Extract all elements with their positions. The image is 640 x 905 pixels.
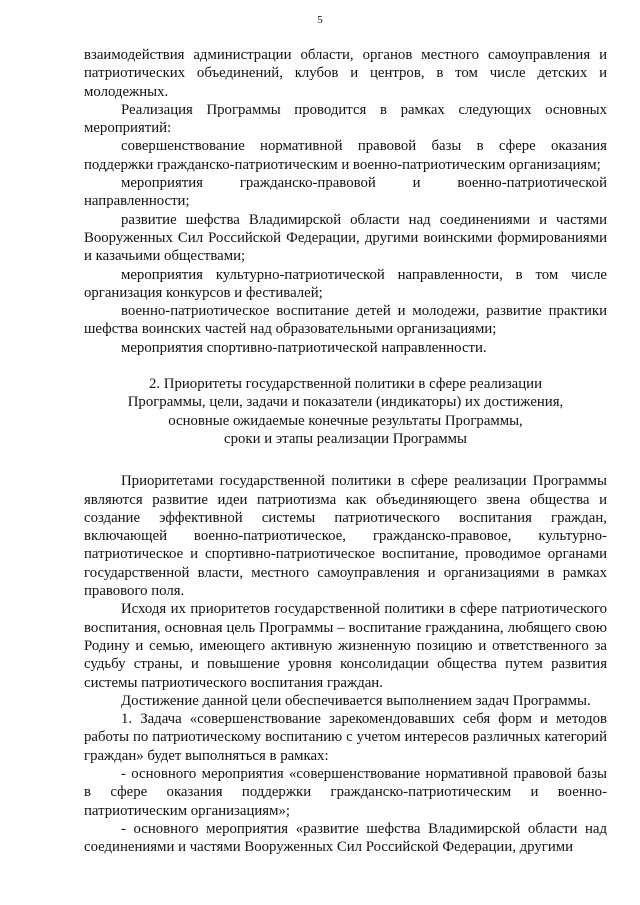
paragraph-implementation-intro: Реализация Программы проводится в рамках следующих основных мероприятий: xyxy=(84,101,607,137)
paragraph-top: взаимодействия администрации области, органов местного самоуправления и патриотических объединений, клубов и центров, в том числе детских и молодежных. xyxy=(84,47,607,100)
measure-item: развитие шефства Владимирской области над соединениями и частями Вооруженных Сил Российской Федерации, другими воинскими формированиями и казачьими обществами; xyxy=(84,211,607,265)
section-heading xyxy=(84,375,607,448)
measure-item: мероприятия спортивно-патриотической направленности. xyxy=(121,339,487,356)
section-heading-line: основные ожидаемые конечные результаты Программы, xyxy=(168,412,523,429)
measure-item: совершенствование нормативной правовой базы в сфере оказания поддержки гражданско-патриотическим и военно-патриотическим организациям; xyxy=(84,138,607,173)
section-heading-line: 2. Приоритеты государственной политики в сфере реализации xyxy=(149,376,542,393)
document-body xyxy=(84,46,607,856)
measure-item: военно-патриотическое воспитание детей и молодежи, развитие практики шефства воинских частей над образовательными организациями; xyxy=(84,303,607,338)
paragraph-goal: Исходя их приоритетов государственной политики в сфере патриотического воспитания, основная цель Программы – воспитание гражданина, любящего свою Родину и семью, имеющего активную жизненную позицию и ответственного за судьбу страны, и повышение уровня консолидации общества путем развития системы патриотического воспитания граждан. xyxy=(84,601,607,691)
page-number: 5 xyxy=(317,14,323,26)
measure-item: мероприятия культурно-патриотической направленности, в том числе организация конкурсов и фестивалей; xyxy=(84,266,607,301)
section-heading-line: сроки и этапы реализации Программы xyxy=(224,430,467,447)
paragraph-priorities: Приоритетами государственной политики в сфере реализации Программы являются развитие идеи патриотизма как объединяющего звена общества и создание эффективной системы патриотического воспитания граждан, включающей военно-патриотическое, гражданско-правовое, культурно-патриотическое и спортивно-патриотическое воспитание, проводимое органами государственной власти, местного самоуправления и организациями в рамках правового поля. xyxy=(84,473,607,600)
paragraph-task-1: 1. Задача «совершенствование зарекомендовавших себя форм и методов работы по патриотическому воспитанию с учетом интересов различных категорий граждан» будет выполняться в рамках: xyxy=(84,711,607,764)
paragraph-achievement: Достижение данной цели обеспечивается выполнением задач Программы. xyxy=(121,692,591,709)
measure-item: мероприятия гражданско-правовой и военно-патриотической направленности; xyxy=(84,175,607,210)
task-1-item: - основного мероприятия «развитие шефства Владимирской области над соединениями и частями Вооруженных Сил Российской Федерации, другими xyxy=(84,820,607,856)
section-heading-line: Программы, цели, задачи и показатели (индикаторы) их достижения, xyxy=(127,394,564,411)
task-1-item: - основного мероприятия «совершенствование нормативной правовой базы в сфере оказания поддержки гражданско-патриотическим и военно-патриотическим организациям»; xyxy=(84,765,607,819)
